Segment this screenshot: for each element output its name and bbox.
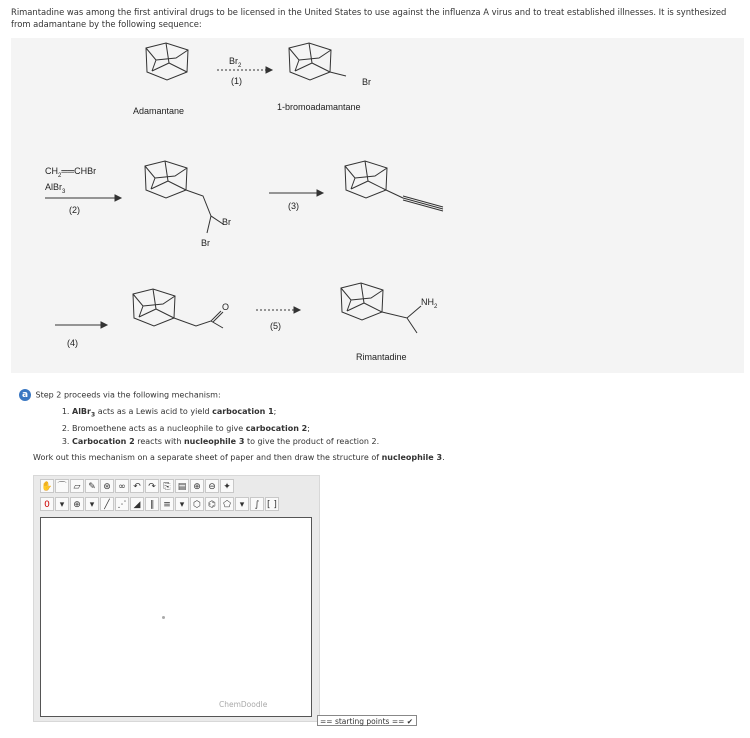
mechanism-steps [58,405,379,448]
adamantane-label: Adamantane [133,106,185,116]
alkyne-structure [345,161,443,211]
hash-bond-icon[interactable]: ⋰ [115,497,129,511]
amine-label: $NH_2$ [421,297,438,310]
chain-n-icon[interactable]: ∫ [250,497,264,511]
chemdoodle-brand: ChemDoodle [219,700,268,709]
toolbar-row-1 [40,478,234,494]
triple-bond-icon[interactable]: ≡ [160,497,174,511]
ketone-structure [133,289,223,328]
plus-dropdown-icon[interactable]: ▾ [85,497,99,511]
redo-icon[interactable]: ↷ [145,479,159,493]
plus-charge-icon[interactable]: ⊕ [70,497,84,511]
br-label-1: Br [362,77,371,87]
question-text: Step 2 proceeds via the following mechanism: [35,390,221,400]
step-2-label: (2) [69,205,80,215]
chain-icon[interactable]: ∞ [115,479,129,493]
part-badge: a [19,389,31,401]
zoom-in-icon[interactable]: ⊕ [190,479,204,493]
pencil-icon[interactable]: ✎ [85,479,99,493]
undo-icon[interactable]: ↶ [130,479,144,493]
zoom-out-icon[interactable]: ⊖ [205,479,219,493]
mechanism-step-3: 3. Carbocation 2 reacts with nucleophile 3 to give the product of reaction 2. [72,435,379,448]
work-instruction: Work out this mechanism on a separate sheet of paper and then draw the structure of nucleophile 3. [33,453,445,462]
benzene-icon[interactable]: ⌬ [205,497,219,511]
intro-text: Rimantadine was among the first antiviral drugs to be licensed in the United States to use against the influenza A virus and to treat established illnesses. It is synthesized from adamantane by the following sequence: [11,7,727,29]
rimantadine-structure [341,283,421,333]
wedge-bond-icon[interactable]: ◢ [130,497,144,511]
canvas-center-dot [162,616,165,619]
chemdoodle-editor [33,475,320,722]
step-3-label: (3) [288,201,299,211]
mechanism-step-1: 1. AlBr$_3$ acts as a Lewis acid to yield carbocation 1; [72,405,379,422]
drawing-canvas[interactable] [40,517,312,717]
br2-reagent: $Br_2$ [229,56,242,69]
br-label-2: Br [222,217,231,227]
toolbar-row-2 [40,496,279,512]
step-1-label: (1) [231,76,242,86]
question-prompt [19,389,221,401]
oxygen-label: O [222,302,230,312]
bromoadamantane-label: 1-bromoadamantane [277,102,361,112]
single-bond-icon[interactable]: ╱ [100,497,114,511]
reaction-scheme [11,38,744,373]
bromoadamantane-structure [289,43,346,80]
vinyl-bromide-reagent: $CH_2══CHBr$ [45,166,97,179]
paste-icon[interactable]: ▤ [175,479,189,493]
hand-icon[interactable]: ✋ [40,479,54,493]
lasso-icon[interactable]: ⌒ [55,479,69,493]
dibromide-structure [145,161,223,233]
bond-dropdown-icon[interactable]: ▾ [175,497,189,511]
mechanism-step-2: 2. Bromoethene acts as a nucleophile to give carbocation 2; [72,422,379,435]
albr3-reagent: AlBr$_3$ [45,182,66,195]
starting-points-select[interactable]: == starting points == ✔ [317,715,417,726]
copy-icon[interactable]: ⎘ [160,479,174,493]
step-4-label: (4) [67,338,78,348]
eraser-icon[interactable]: ▱ [70,479,84,493]
charge-icon[interactable]: 0 [40,497,54,511]
rimantadine-label: Rimantadine [356,352,407,362]
adamantane-structure [146,43,188,80]
clean-icon[interactable]: ✦ [220,479,234,493]
charge-dropdown-icon[interactable]: ▾ [55,497,69,511]
double-bond-icon[interactable]: ∥ [145,497,159,511]
pentagon-icon[interactable]: ⬠ [220,497,234,511]
ring-template-icon[interactable]: ⊛ [100,479,114,493]
ring-dropdown-icon[interactable]: ▾ [235,497,249,511]
bracket-icon[interactable]: [ ] [265,497,279,511]
step-5-label: (5) [270,321,281,331]
hexagon-icon[interactable]: ⬡ [190,497,204,511]
br-label-3: Br [201,238,210,248]
